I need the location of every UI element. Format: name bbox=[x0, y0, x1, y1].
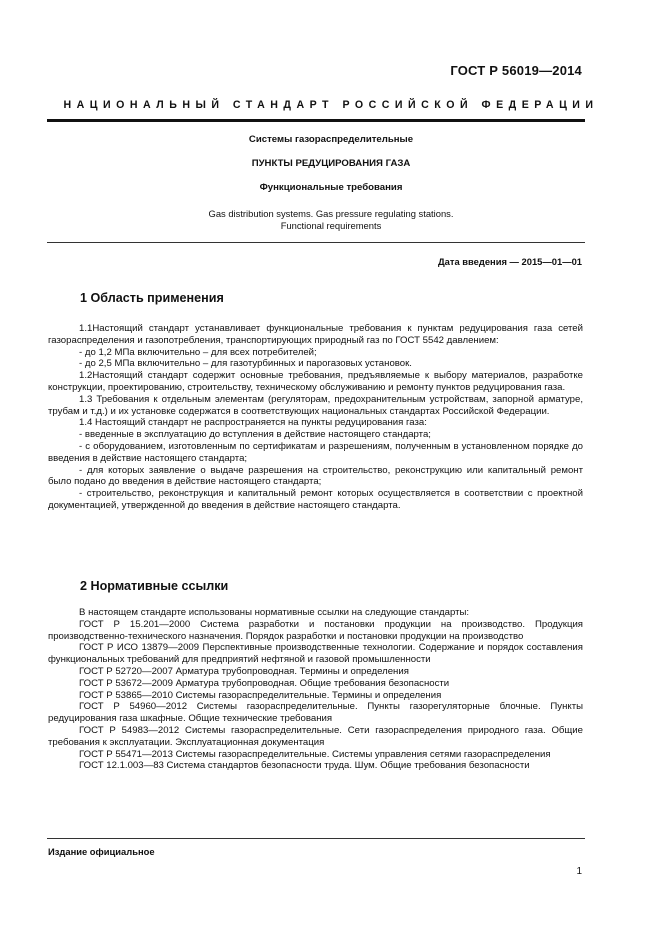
list-item: - с оборудованием, изготовленным по сертификатам и разрешениям, полученным в установленном порядке до введения в действие настоящего стандарта; bbox=[48, 440, 583, 464]
reference-item: ГОСТ Р 15.201—2000 Система разработки и постановки продукции на производство. Продукция производственно-технического назначения. Порядок разработки и постановки продукции на производство bbox=[48, 618, 583, 642]
reference-item: ГОСТ Р ИСО 13879—2009 Перспективные производственные технологии. Содержание и порядок составления функциональных требований для предприятий нефтяной и газовой промышленности bbox=[48, 642, 583, 666]
section-1-heading: 1 Область применения bbox=[80, 291, 224, 305]
list-item: - до 2,5 МПа включительно – для газотурбинных и парогазовых установок. bbox=[79, 358, 412, 370]
reference-item: ГОСТ Р 54983—2012 Системы газораспределительные. Сети газораспределения природного газа. Общие требования к эксплуатации. Эксплуатационная документация bbox=[48, 724, 583, 748]
paragraph: 1.3 Требования к отдельным элементам (регуляторам, предохранительным устройствам, запорной арматуре, трубам и т.д.) и их установке содержатся в соответствующих национальных стандартах Российской Федерации. bbox=[48, 393, 583, 417]
reference-item: ГОСТ Р 54960—2012 Системы газораспределительные. Пункты газорегуляторные блочные. Пункты редуцирования газа шкафные. Общие технические требования bbox=[48, 701, 583, 725]
english-title bbox=[0, 208, 662, 232]
reference-item: ГОСТ Р 52720—2007 Арматура трубопроводная. Термины и определения bbox=[79, 665, 409, 677]
list-item: - для которых заявление о выдаче разрешения на строительство, реконструкцию или капитальный ремонт было подано до введения в действие настоящего стандарта; bbox=[48, 464, 583, 488]
national-standard-banner: НАЦИОНАЛЬНЫЙ СТАНДАРТ РОССИЙСКОЙ ФЕДЕРАЦИИ bbox=[63, 99, 599, 111]
list-item: - введенные в эксплуатацию до вступления в действие настоящего стандарта; bbox=[79, 429, 431, 441]
reference-item: ГОСТ Р 53865—2010 Системы газораспределительные. Термины и определения bbox=[79, 689, 442, 701]
english-title-line-2: Functional requirements bbox=[280, 220, 382, 231]
paragraph: 1.2Настоящий стандарт содержит основные требования, предъявляемые к выбору материалов, разработке конструкции, проектированию, строительству, техническому обслуживанию и ремонту пунктов редуцирования газа. bbox=[48, 370, 583, 393]
title-line-2: ПУНКТЫ РЕДУЦИРОВАНИЯ ГАЗА bbox=[251, 158, 411, 169]
paragraph: В настоящем стандарте использованы нормативные ссылки на следующие стандарты: bbox=[79, 607, 470, 618]
section-2-body bbox=[48, 607, 583, 772]
header-divider bbox=[47, 119, 585, 122]
title-line-3: Функциональные требования bbox=[259, 182, 403, 193]
reference-item: ГОСТ Р 55471—2013 Системы газораспределительные. Системы управления сетями газораспределения bbox=[79, 748, 551, 760]
list-item: - до 1,2 МПа включительно – для всех потребителей; bbox=[79, 346, 317, 358]
page-number: 1 bbox=[576, 866, 582, 877]
list-item: - строительство, реконструкция и капитальный ремонт которых осуществляется в соответствии с проектной документацией, утвержденной до введения в действие настоящего стандарта. bbox=[48, 488, 583, 511]
effective-date: Дата введения — 2015—01—01 bbox=[437, 256, 582, 267]
edition-label: Издание официальное bbox=[48, 846, 155, 857]
title-divider bbox=[47, 242, 585, 243]
english-title-line-1: Gas distribution systems. Gas pressure regulating stations. bbox=[208, 208, 454, 219]
section-1-body bbox=[48, 323, 583, 512]
section-2-heading: 2 Нормативные ссылки bbox=[80, 579, 229, 593]
reference-item: ГОСТ 12.1.003—83 Система стандартов безопасности труда. Шум. Общие требования безопасности bbox=[79, 760, 530, 772]
reference-item: ГОСТ Р 53672—2009 Арматура трубопроводная. Общие требования безопасности bbox=[79, 677, 450, 689]
paragraph: 1.4 Настоящий стандарт не распространяется на пункты редуцирования газа: bbox=[79, 417, 427, 429]
document-number: ГОСТ Р 56019—2014 bbox=[450, 63, 582, 78]
title-line-1: Системы газораспределительные bbox=[248, 134, 414, 145]
footer-divider bbox=[47, 838, 585, 839]
paragraph: 1.1Настоящий стандарт устанавливает функциональные требования к пунктам редуцирования газа сетей газораспределения и газопотребления, транспортирующих природный газ по ГОСТ 5542 давлением: bbox=[48, 323, 583, 346]
